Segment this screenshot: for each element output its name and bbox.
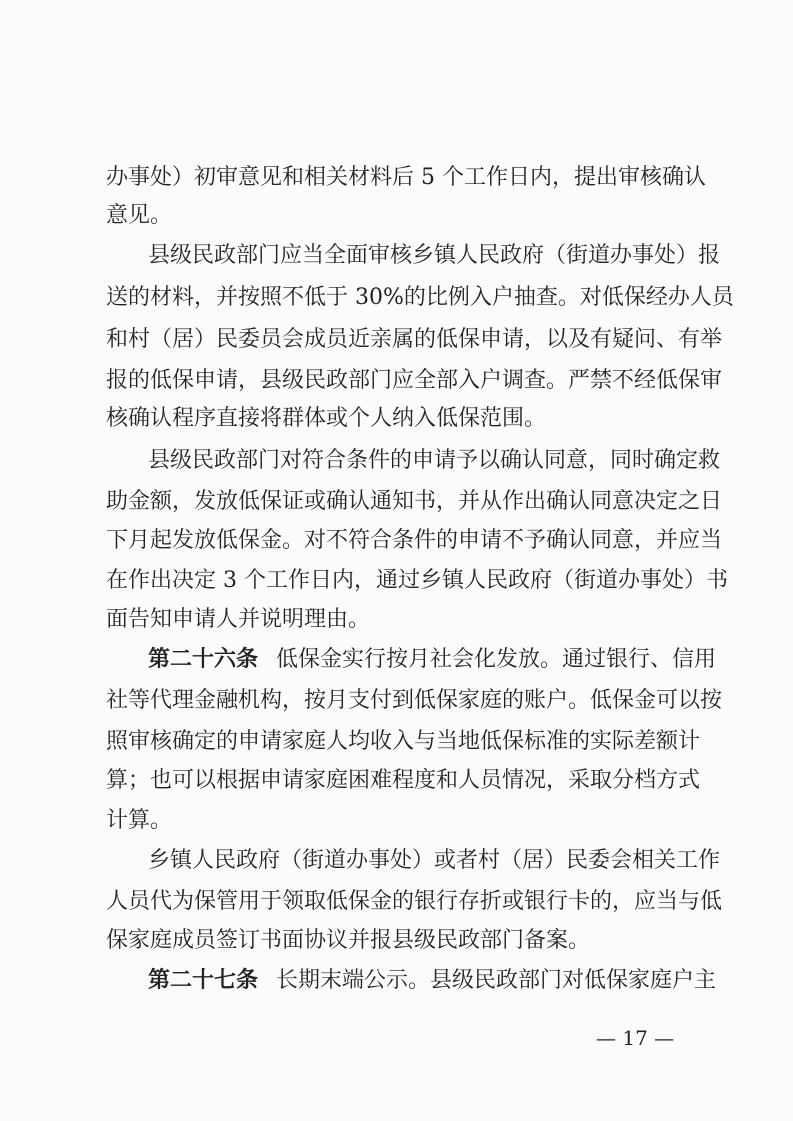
article-heading: 第二十七条 [148, 968, 259, 993]
body-line: 报的低保申请，县级民政部门应全部入户调查。严禁不经低保审 [106, 368, 723, 393]
body-line: 下月起发放低保金。对不符合条件的申请不予确认同意，并应当 [106, 528, 723, 553]
body-line: 乡镇人民政府（街道办事处）或者村（居）民委会相关工作 [148, 848, 721, 873]
body-line: 面告知申请人并说明理由。 [106, 607, 371, 632]
body-text: 低保金实行按月社会化发放。通过银行、信用 [276, 647, 717, 672]
body-text: 长期末端公示。县级民政部门对低保家庭户主 [276, 968, 717, 993]
body-line: 人员代为保管用于领取低保金的银行存折或银行卡的，应当与低 [106, 889, 723, 914]
body-line: 计算。 [106, 808, 173, 833]
body-line: 意见。 [106, 203, 173, 228]
body-line: 办事处）初审意见和相关材料后 5 个工作日内，提出审核确认 [106, 165, 706, 190]
body-line: 社等代理金融机构，按月支付到低保家庭的账户。低保金可以按 [106, 688, 723, 713]
page-number: — 17 — [596, 1026, 675, 1050]
body-line: 助金额，发放低保证或确认通知书，并从作出确认同意决定之日 [106, 489, 723, 514]
article-27-paragraph [148, 966, 717, 996]
article-heading: 第二十六条 [148, 647, 259, 672]
body-line: 和村（居）民委员会成员近亲属的低保申请，以及有疑问、有举 [106, 327, 723, 352]
body-line: 县级民政部门对符合条件的申请予以确认同意，同时确定救 [148, 448, 721, 473]
body-line: 核确认程序直接将群体或个人纳入低保范围。 [106, 406, 547, 431]
body-line: 保家庭成员签订书面协议并报县级民政部门备案。 [106, 928, 591, 953]
body-line: 在作出决定 3 个工作日内，通过乡镇人民政府（街道办事处）书 [106, 568, 728, 593]
body-line: 送的材料，并按照不低于 30%的比例入户抽查。对低保经办人员 [106, 285, 734, 310]
article-26-paragraph [148, 645, 717, 675]
body-line: 照审核确定的申请家庭人均收入与当地低保标准的实际差额计 [106, 729, 701, 754]
body-line: 县级民政部门应当全面审核乡镇人民政府（街道办事处）报 [148, 243, 721, 268]
body-line: 算；也可以根据申请家庭困难程度和人员情况，采取分档方式 [106, 768, 701, 793]
